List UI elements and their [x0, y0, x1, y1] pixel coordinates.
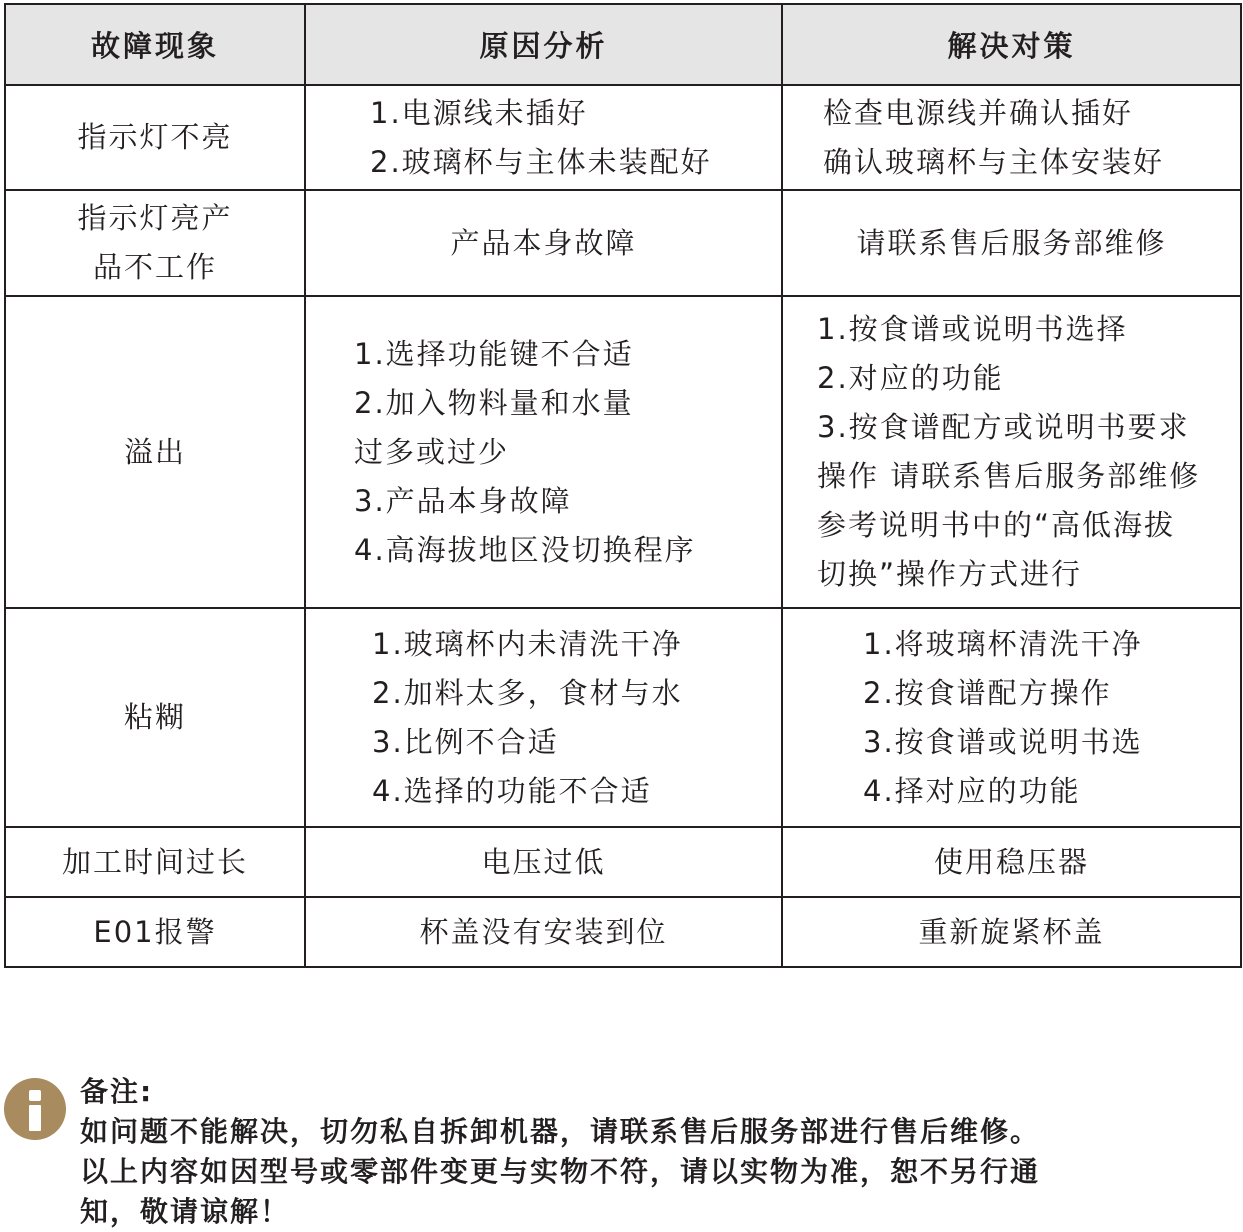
- solution-cell: [782, 608, 1241, 827]
- symptom-text: 粘糊: [123, 700, 186, 734]
- table-row: [5, 608, 1241, 827]
- solution-text: 操作 请联系售后服务部维修: [817, 459, 1201, 493]
- solution-cell: [782, 827, 1241, 897]
- symptom-cell: [5, 296, 305, 608]
- symptom-cell: [5, 897, 305, 967]
- symptom-text: 品不工作: [92, 250, 217, 284]
- solution-text: 2.按食谱配方操作: [863, 675, 1112, 710]
- cause-text: 产品本身故障: [450, 225, 637, 260]
- solution-cell: [782, 296, 1241, 608]
- solution-text: 3.按食谱或说明书选: [863, 724, 1143, 759]
- cause-text: 3.产品本身故障: [354, 483, 572, 518]
- symptom-text: E01报警: [93, 914, 217, 949]
- note-title: 备注:: [80, 1075, 154, 1108]
- solution-cell: [782, 897, 1241, 967]
- cause-text: 电压过低: [481, 844, 606, 879]
- solution-text: 使用稳压器: [933, 844, 1089, 879]
- troubleshooting-table: [4, 3, 1242, 968]
- solution-text: 切换”操作方式进行: [817, 557, 1083, 591]
- cause-cell: [305, 85, 782, 190]
- cause-text: 1.电源线未插好: [370, 95, 588, 130]
- solution-text: 1.将玻璃杯清洗干净: [863, 626, 1143, 661]
- solution-text: 检查电源线并确认插好: [823, 95, 1134, 130]
- note-line: 以上内容如因型号或零部件变更与实物不符，请以实物为准，恕不另行通: [80, 1155, 1041, 1188]
- symptom-text: 指示灯不亮: [77, 120, 233, 154]
- solution-text: 3.按食谱配方或说明书要求: [817, 410, 1190, 444]
- table-row: [5, 190, 1241, 296]
- cause-cell: [305, 897, 782, 967]
- header-symptom: 故障现象: [5, 4, 305, 85]
- header-cause: 原因分析: [305, 4, 782, 85]
- solution-text: 重新旋紧杯盖: [918, 914, 1105, 949]
- symptom-cell: [5, 190, 305, 296]
- cause-cell: [305, 190, 782, 296]
- cause-text: 1.玻璃杯内未清洗干净: [372, 626, 683, 661]
- symptom-text: 溢出: [123, 434, 186, 469]
- symptom-cell: [5, 85, 305, 190]
- cause-text: 4.高海拔地区没切换程序: [354, 532, 696, 567]
- symptom-cell: [5, 827, 305, 897]
- table-row: [5, 827, 1241, 897]
- header-solution: 解决对策: [782, 4, 1241, 85]
- symptom-cell: [5, 608, 305, 827]
- cause-text: 2.加入物料量和水量: [354, 385, 634, 420]
- cause-text: 3.比例不合适: [372, 724, 559, 759]
- table-row: [5, 85, 1241, 190]
- cause-cell: [305, 827, 782, 897]
- note-section: [4, 1072, 1240, 1226]
- table-header-row: [5, 4, 1241, 85]
- cause-text: 2.玻璃杯与主体未装配好: [370, 144, 712, 179]
- info-icon: [4, 1078, 66, 1140]
- cause-text: 4.选择的功能不合适: [372, 773, 652, 808]
- symptom-text: 指示灯亮产: [77, 201, 233, 235]
- table-row: [5, 897, 1241, 967]
- solution-text: 请联系售后服务部维修: [856, 225, 1167, 260]
- solution-text: 1.按食谱或说明书选择: [817, 312, 1128, 346]
- symptom-text: 加工时间过长: [61, 844, 248, 879]
- cause-cell: [305, 296, 782, 608]
- cause-text: 2.加料太多，食材与水: [372, 675, 683, 710]
- solution-text: 4.择对应的功能: [863, 773, 1081, 808]
- note-text: [80, 1072, 1040, 1232]
- cause-cell: [305, 608, 782, 827]
- note-line: 如问题不能解决，切勿私自拆卸机器，请联系售后服务部进行售后维修。: [80, 1115, 1041, 1148]
- cause-text: 杯盖没有安装到位: [419, 914, 668, 949]
- solution-text: 2.对应的功能: [817, 361, 1004, 395]
- solution-text: 确认玻璃杯与主体安装好: [823, 144, 1165, 179]
- cause-text: 1.选择功能键不合适: [354, 336, 634, 371]
- note-line: 知，敬请谅解！: [80, 1195, 291, 1228]
- solution-cell: [782, 85, 1241, 190]
- solution-text: 参考说明书中的“高低海拔: [817, 508, 1176, 542]
- cause-text: 过多或过少: [354, 434, 510, 469]
- table-row: [5, 296, 1241, 608]
- solution-cell: [782, 190, 1241, 296]
